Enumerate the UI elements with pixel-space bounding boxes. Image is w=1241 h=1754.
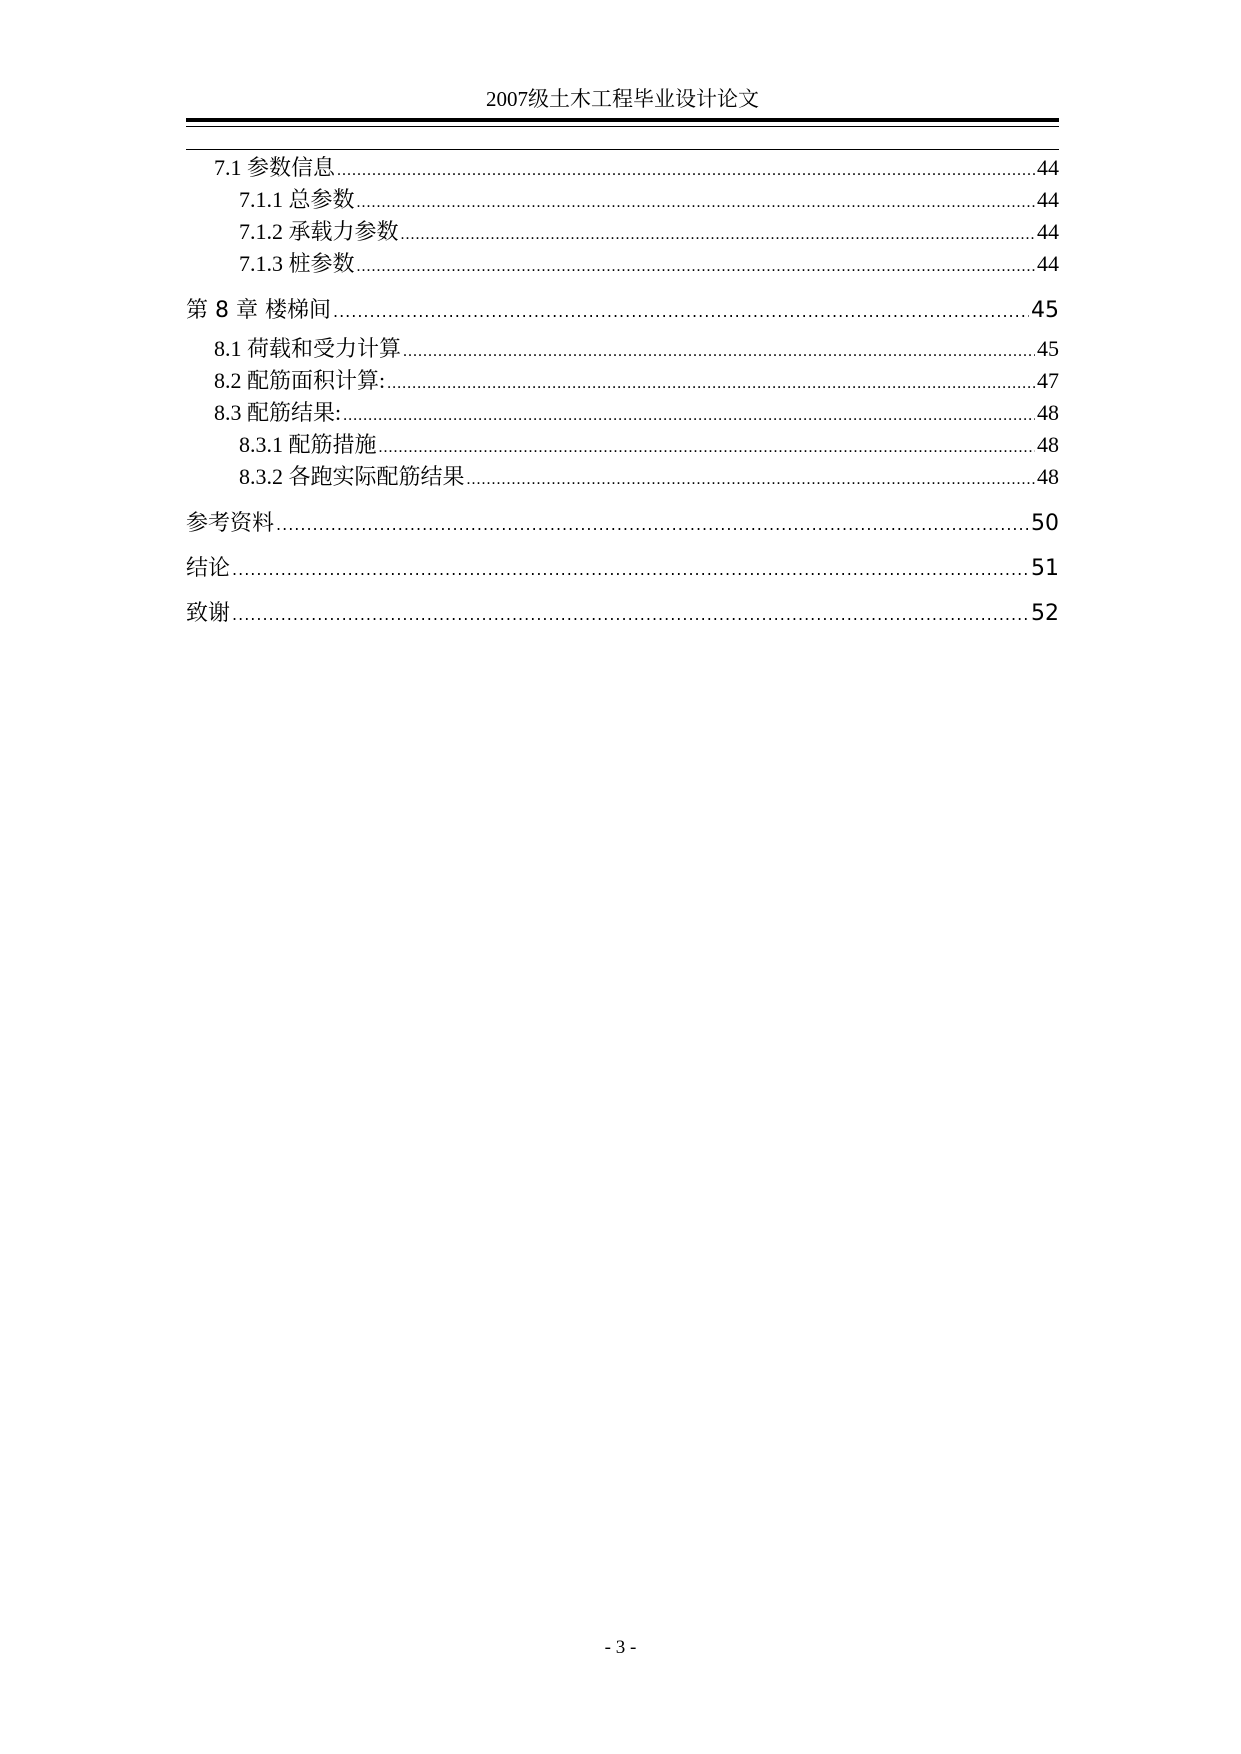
toc-leader-dots bbox=[232, 547, 1029, 592]
toc-leader-dots bbox=[467, 464, 1035, 496]
toc-entry-page: 48 bbox=[1037, 432, 1059, 457]
toc-entry[interactable] bbox=[186, 461, 1059, 493]
toc-leader-dots bbox=[337, 155, 1035, 187]
toc-entry[interactable] bbox=[186, 152, 1059, 184]
header-rule-thick bbox=[186, 118, 1059, 122]
toc-leader-dots bbox=[276, 502, 1029, 547]
toc-leader-dots bbox=[232, 592, 1029, 637]
toc-leader-dots bbox=[357, 187, 1035, 219]
toc-entry[interactable] bbox=[186, 429, 1059, 461]
toc-entry-page: 44 bbox=[1037, 251, 1059, 276]
table-of-contents bbox=[186, 152, 1059, 636]
toc-entry-label: 参考资料 bbox=[186, 511, 275, 536]
page-number: - 3 - bbox=[604, 1637, 637, 1658]
toc-entry[interactable] bbox=[186, 365, 1059, 397]
toc-entry-label: 7.1.3 桩参数 bbox=[239, 251, 355, 276]
toc-entry-label: 8.3 配筋结果: bbox=[214, 400, 342, 425]
toc-leader-dots bbox=[387, 368, 1035, 400]
toc-entry-label: 7.1.2 承载力参数 bbox=[239, 219, 399, 244]
toc-leader-dots bbox=[357, 251, 1035, 283]
toc-entry-label: 8.2 配筋面积计算: bbox=[214, 368, 386, 393]
toc-entry-label: 8.3.2 各跑实际配筋结果 bbox=[239, 464, 465, 489]
page-header-title: 2007级土木工程毕业设计论文 bbox=[486, 87, 759, 111]
toc-leader-dots bbox=[403, 336, 1035, 368]
toc-chapter-entry[interactable] bbox=[186, 288, 1059, 333]
toc-leader-dots bbox=[379, 432, 1035, 464]
toc-entry-page: 44 bbox=[1037, 219, 1059, 244]
toc-entry-page: 45 bbox=[1031, 298, 1059, 323]
toc-entry[interactable] bbox=[186, 397, 1059, 429]
toc-entry-label: 第 8 章 楼梯间 bbox=[186, 298, 331, 323]
toc-top-rule bbox=[186, 149, 1059, 150]
toc-entry[interactable] bbox=[186, 216, 1059, 248]
toc-entry-label: 7.1 参数信息 bbox=[214, 155, 336, 180]
toc-entry-page: 48 bbox=[1037, 464, 1059, 489]
toc-entry-page: 45 bbox=[1037, 336, 1059, 361]
toc-leader-dots bbox=[333, 289, 1029, 334]
toc-entry-page: 48 bbox=[1037, 400, 1059, 425]
toc-chapter-entry[interactable] bbox=[186, 546, 1059, 591]
toc-entry-page: 47 bbox=[1037, 368, 1059, 393]
toc-entry[interactable] bbox=[186, 333, 1059, 365]
toc-entry-label: 7.1.1 总参数 bbox=[239, 187, 355, 212]
toc-entry-label: 结论 bbox=[186, 556, 231, 581]
toc-entry-page: 50 bbox=[1031, 511, 1059, 536]
toc-leader-dots bbox=[343, 400, 1035, 432]
toc-entry-label: 致谢 bbox=[186, 601, 231, 626]
toc-entry-page: 44 bbox=[1037, 187, 1059, 212]
header-rule-thin bbox=[186, 126, 1059, 127]
toc-chapter-entry[interactable] bbox=[186, 591, 1059, 636]
toc-entry-page: 44 bbox=[1037, 155, 1059, 180]
toc-entry[interactable] bbox=[186, 248, 1059, 280]
toc-entry-page: 51 bbox=[1031, 556, 1059, 581]
toc-leader-dots bbox=[401, 219, 1035, 251]
toc-entry[interactable] bbox=[186, 184, 1059, 216]
toc-entry-label: 8.3.1 配筋措施 bbox=[239, 432, 377, 457]
toc-chapter-entry[interactable] bbox=[186, 501, 1059, 546]
toc-entry-label: 8.1 荷载和受力计算 bbox=[214, 336, 402, 361]
toc-entry-page: 52 bbox=[1031, 601, 1059, 626]
